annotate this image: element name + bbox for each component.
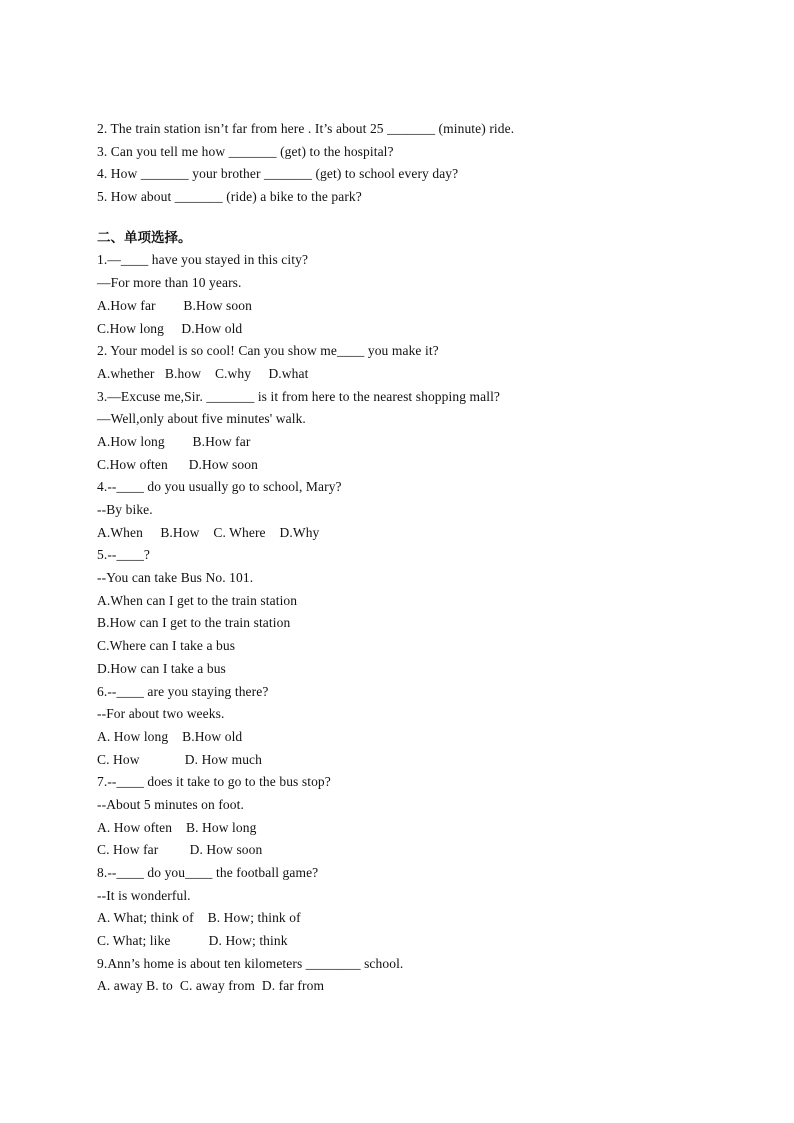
question-7-dialogue: --About 5 minutes on foot. [97, 796, 244, 812]
question-4-options: A.When B.How C. Where D.Why [97, 524, 320, 540]
question-1-stem: 1.—____ have you stayed in this city? [97, 252, 309, 268]
section-heading-multiple-choice: 二、单项选择。 [97, 229, 192, 246]
question-4-stem: 4.--____ do you usually go to school, Mary? [97, 479, 342, 495]
question-8-stem: 8.--____ do you____ the football game? [97, 865, 319, 880]
question-9-options: A. away B. to C. away from D. far from [97, 978, 325, 994]
question-3-stem: 3.—Excuse me,Sir. _______ is it from here to the nearest shopping mall? [97, 388, 501, 404]
multiple-choice-section [97, 249, 717, 998]
question-9-stem: 9.Ann’s home is about ten kilometers ________ school. [97, 955, 404, 971]
question-4-dialogue: --By bike. [97, 502, 153, 517]
fill-in-question-3: 3. Can you tell me how _______ (get) to the hospital? [97, 143, 394, 159]
question-6-dialogue: --For about two weeks. [97, 706, 225, 722]
fill-in-question-5: 5. How about _______ (ride) a bike to the park? [97, 189, 362, 205]
question-1-options-cd: C.How long D.How old [97, 320, 243, 336]
question-3-options-cd: C.How often D.How soon [97, 456, 258, 472]
section-spacer [97, 209, 717, 227]
question-6-options-cd: C. How D. How much [97, 751, 262, 767]
question-1-options-ab: A.How far B.How soon [97, 297, 252, 313]
question-5-stem: 5.--____? [97, 547, 151, 563]
question-6-options-ab: A. How long B.How old [97, 728, 243, 744]
question-5-option-c: C.Where can I take a bus [97, 638, 236, 654]
question-2-stem: 2. Your model is so cool! Can you show me____ you make it? [97, 343, 439, 359]
question-8-dialogue: --It is wonderful. [97, 887, 191, 903]
question-5-dialogue: --You can take Bus No. 101. [97, 570, 254, 586]
question-1-dialogue: —For more than 10 years. [97, 275, 242, 291]
question-5-option-a: A.When can I get to the train station [97, 592, 298, 608]
fill-in-exercise [97, 118, 717, 209]
question-2-options: A.whether B.how C.why D.what [97, 365, 309, 381]
question-8-options-cd: C. What; like D. How; think [97, 933, 288, 949]
question-7-options-ab: A. How often B. How long [97, 819, 257, 835]
question-8-options-ab: A. What; think of B. How; think of [97, 910, 301, 926]
question-3-dialogue: —Well,only about five minutes' walk. [97, 411, 306, 427]
question-5-option-d: D.How can I take a bus [97, 660, 226, 676]
fill-in-question-2: 2. The train station isn’t far from here . It’s about 25 _______ (minute) ride. [97, 121, 515, 136]
worksheet-content [97, 118, 717, 998]
question-3-options-ab: A.How long B.How far [97, 433, 251, 449]
fill-in-question-4: 4. How _______ your brother _______ (get) to school every day? [97, 166, 459, 182]
question-7-stem: 7.--____ does it take to go to the bus stop? [97, 774, 331, 790]
question-6-stem: 6.--____ are you staying there? [97, 683, 269, 699]
question-7-options-cd: C. How far D. How soon [97, 842, 263, 858]
question-5-option-b: B.How can I get to the train station [97, 615, 291, 631]
